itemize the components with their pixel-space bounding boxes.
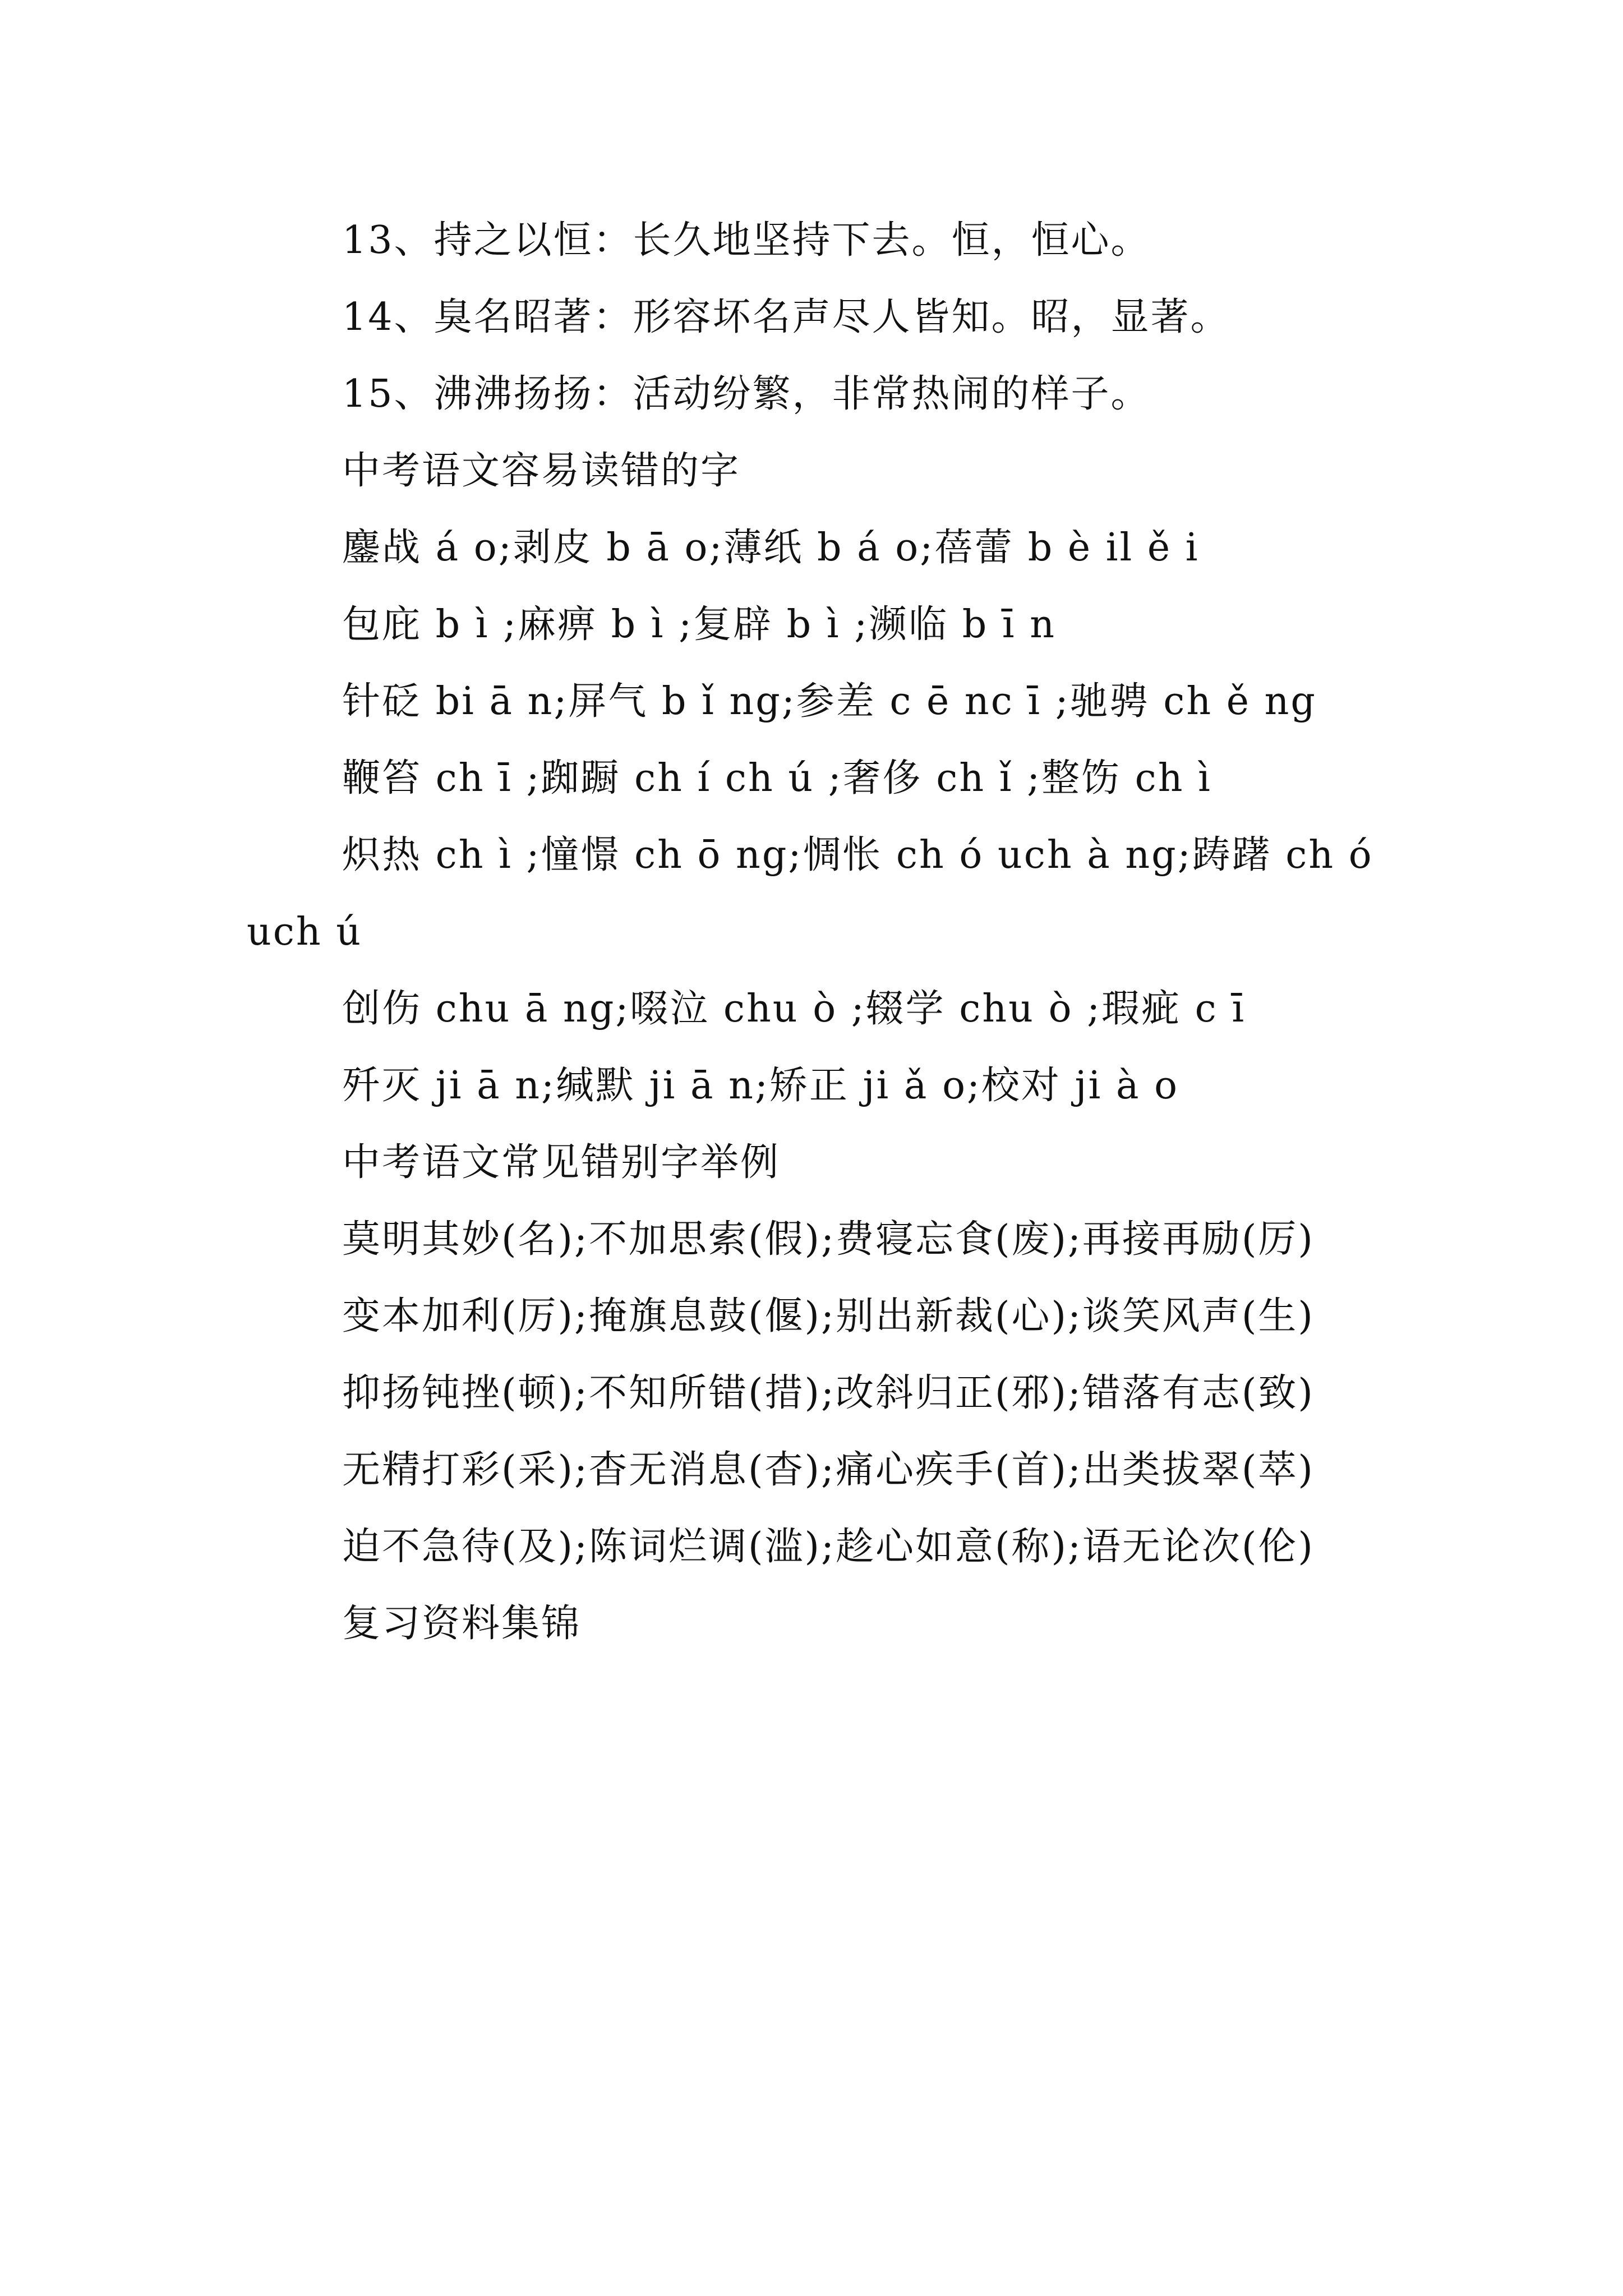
misread-line: 鞭笞 ch ī ;踟蹰 ch í ch ú ;奢侈 ch ǐ ;整饬 ch ì — [342, 756, 1212, 800]
misread-line: 创伤 chu ā ng;啜泣 chu ò ;辍学 chu ò ;瑕疵 c ī — [342, 987, 1246, 1031]
misread-line: 鏖战 á o;剥皮 b ā o;薄纸 b á o;蓓蕾 b è il ě i — [342, 526, 1200, 570]
wrong-chars-line: 莫明其妙(名);不加思索(假);费寝忘食(废);再接再励(厉) — [342, 1217, 1315, 1262]
misread-line: 包庇 b ì ;麻痹 b ì ;复辟 b ì ;濒临 b ī n — [342, 602, 1057, 647]
misread-line: 歼灭 ji ā n;缄默 ji ā n;矫正 ji ǎ o;校对 ji à o — [342, 1064, 1179, 1108]
review-section-title: 复习资料集锦 — [342, 1602, 582, 1646]
document-body — [247, 202, 1385, 1662]
misread-line: 炽热 ch ì ;憧憬 ch ō ng;惆怅 ch ó uch à ng;踌躇 ch ó uch ú — [247, 833, 1373, 954]
wrong-chars-line: 抑扬钝挫(顿);不知所错(措);改斜归正(邪);错落有志(致) — [342, 1371, 1315, 1415]
wrong-chars-line: 无精打彩(采);杳无消息(杳);痛心疾手(首);出类拔翠(萃) — [342, 1448, 1315, 1492]
wrong-chars-section-title: 中考语文常见错别字举例 — [342, 1140, 781, 1185]
misread-line: 针砭 bi ā n;屏气 b ǐ ng;参差 c ē nc ī ;驰骋 ch ě ng — [342, 679, 1317, 724]
wrong-chars-line: 迫不急待(及);陈词烂调(滥);趁心如意(称);语无论次(伦) — [342, 1525, 1315, 1569]
idiom-14: 14、臭名昭著：形容坏名声尽人皆知。昭，显著。 — [342, 295, 1230, 339]
idiom-13: 13、持之以恒：长久地坚持下去。恒，恒心。 — [342, 218, 1151, 263]
idiom-15: 15、沸沸扬扬：活动纷繁，非常热闹的样子。 — [342, 372, 1151, 416]
misread-section-title: 中考语文容易读错的字 — [342, 449, 741, 493]
wrong-chars-line: 变本加利(厉);掩旗息鼓(偃);别出新裁(心);谈笑风声(生) — [342, 1294, 1315, 1338]
